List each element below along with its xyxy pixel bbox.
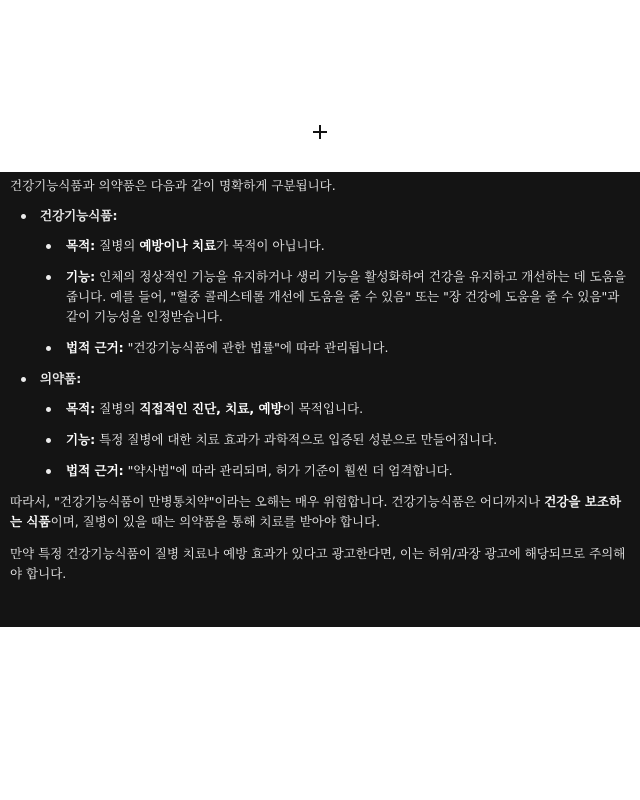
conclusion-emphasis: 건강을 보조하는 식품 <box>10 494 622 529</box>
legal-text: "약사법"에 따라 관리되며, 허가 기준이 훨씬 더 엄격합니다. <box>123 463 453 478</box>
purpose-text-end: 이 목적입니다. <box>282 401 364 416</box>
purpose-label: 목적: <box>66 401 96 416</box>
category-list <box>10 206 630 481</box>
purpose-text: 질병의 <box>95 401 140 416</box>
conclusion-text-start: 따라서, "건강기능식품이 만병통치약"이라는 오해는 매우 위험합니다. 건강기능식품은 어디까지나 <box>10 494 545 509</box>
list-item <box>40 338 630 358</box>
list-item <box>40 236 630 256</box>
legal-label: 법적 근거: <box>66 340 124 355</box>
purpose-text: 질병의 <box>95 238 140 253</box>
medicine-heading: 의약품: <box>40 371 82 386</box>
function-text: 특정 질병에 대한 치료 효과가 과학적으로 입증된 성분으로 만들어집니다. <box>95 432 498 447</box>
function-label: 기능: <box>66 269 96 284</box>
purpose-text-end: 가 목적이 아닙니다. <box>216 238 325 253</box>
purpose-emphasis: 직접적인 진단, 치료, 예방 <box>139 401 283 416</box>
list-item <box>40 461 630 481</box>
health-food-heading: 건강기능식품: <box>40 208 118 223</box>
plus-icon[interactable] <box>312 124 328 140</box>
purpose-label: 목적: <box>66 238 96 253</box>
list-item <box>40 267 630 327</box>
function-label: 기능: <box>66 432 96 447</box>
list-item-health-food <box>10 206 630 358</box>
list-item <box>40 399 630 419</box>
health-food-details <box>40 236 630 358</box>
list-item-medicine <box>10 369 630 481</box>
purpose-emphasis: 예방이나 치료 <box>139 238 217 253</box>
intro-text: 건강기능식품과 의약품은 다음과 같이 명확하게 구분됩니다. <box>10 178 336 193</box>
conclusion-text-end: 이며, 질병이 있을 때는 의약품을 통해 치료를 받아야 합니다. <box>50 514 381 529</box>
legal-label: 법적 근거: <box>66 463 124 478</box>
conclusion-text <box>10 492 630 532</box>
warning-text: 만약 특정 건강기능식품이 질병 치료나 예방 효과가 있다고 광고한다면, 이는 허위/과장 광고에 해당되므로 주의해야 합니다. <box>10 546 626 581</box>
medicine-details <box>40 399 630 481</box>
function-text: 인체의 정상적인 기능을 유지하거나 생리 기능을 활성화하여 건강을 유지하고 개선하는 데 도움을 줍니다. 예를 들어, "혈중 콜레스테롤 개선에 도움을 줄 수 있음" 또는 "장 건강에 도움을 줄 수 있음"과 같이 기능성을 인정받습니다. <box>66 269 626 324</box>
list-item <box>40 430 630 450</box>
legal-text: "건강기능식품에 관한 법률"에 따라 관리됩니다. <box>123 340 389 355</box>
response-panel <box>0 172 640 627</box>
